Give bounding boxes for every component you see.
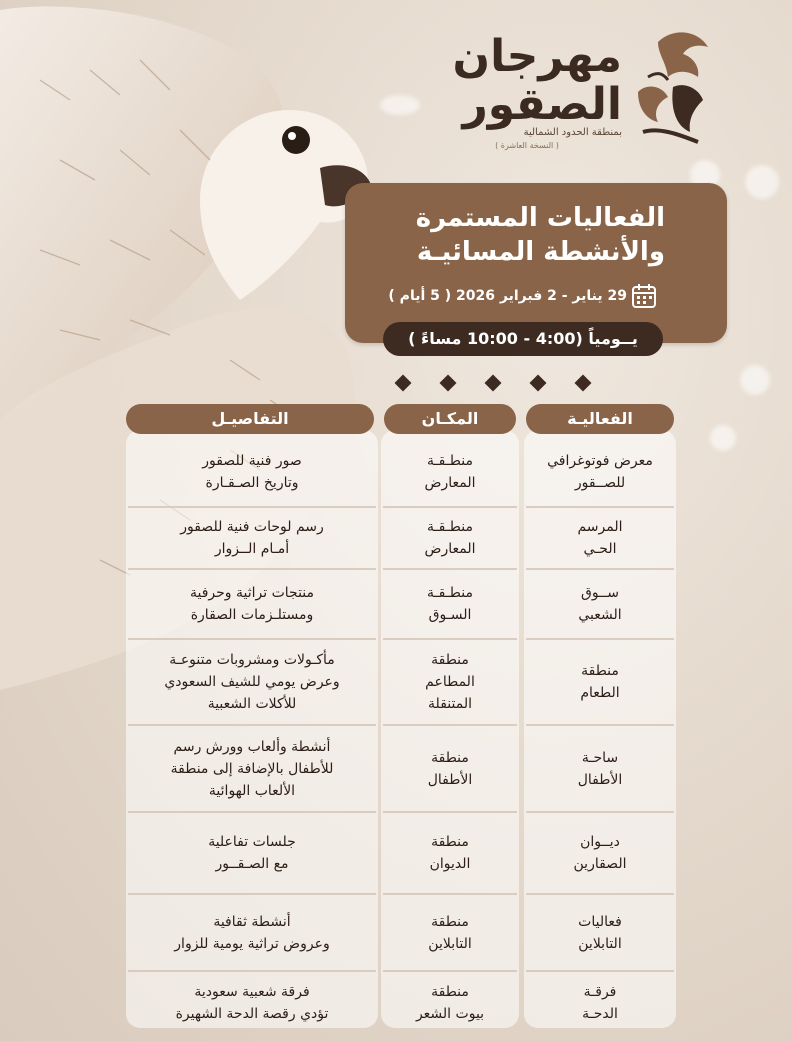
place-cell: منطقة المطاعم المتنقلة [383,640,517,726]
place-cell: منطـقـة المعارض [383,438,517,508]
daily-hours-badge: يــومياً (4:00 - 10:00 مساءً ) [383,322,663,356]
festival-title-line1: مهرجان [452,31,622,82]
diamond-divider [440,375,457,392]
place-cell: منطقة الأطفال [383,726,517,813]
events-card [345,183,727,343]
event-cell: فرقـة الدحـة [582,984,618,1022]
details-cell: أنشطة وألعاب وورش رسم للأطفال بالإضافة إلى منطقة الألعاب الهوائية [128,726,376,813]
event-cell: معرض فوتوغرافي للصــقور [526,438,674,508]
diamond-divider [485,375,502,392]
details-cell: رسم لوحات فنية للصقور أمـام الــزوار [128,508,376,570]
event-cell: فعاليات التابلاين [526,895,674,972]
details-cell: صور فنية للصقور وتاريخ الصـقـارة [128,438,376,508]
details-cell: جلسات تفاعلية مع الصـقــور [128,813,376,895]
details-cell: مأكـولات ومشروبات متنوعـة وعرض يومي للشيف السعودي للأكلات الشعبية [128,640,376,726]
event-cell: منطقة الطعام [526,640,674,726]
diamond-divider [575,375,592,392]
details-cell: منتجات تراثية وحرفية ومستلـزمات الصقارة [128,570,376,640]
festival-title-line2: الصقور [462,79,622,130]
diamond-divider [530,375,547,392]
bokeh-light [710,425,736,451]
event-cell: ســوق الشعبي [526,570,674,640]
place-cell: منطقة الديوان [383,813,517,895]
place-cell: منطـقـة السـوق [383,570,517,640]
details-cell: أنشطة ثقافية وعروض تراثية يومية للزوار [128,895,376,972]
bokeh-light [740,365,770,395]
calendar-icon [631,283,657,309]
calligraphy-emblem-icon [628,22,718,152]
details-cell: فرقة شعبية سعودية تؤدي رقصة الدحة الشهيرة [175,984,329,1022]
event-dates: 29 يناير - 2 فبراير 2026 ( 5 أيام ) [388,288,627,304]
event-header: الفعاليـة [526,404,674,434]
event-cell: ساحـة الأطفال [526,726,674,813]
festival-edition: ( النسخة العاشرة ) [495,141,559,150]
place-cell: منطقة بيوت الشعر [415,984,485,1022]
place-cell: منطـقـة المعارض [383,508,517,570]
event-cell: ديــوان الصقارين [526,813,674,895]
place-cell: منطقة التابلاين [383,895,517,972]
place-header: المكـان [384,404,516,434]
festival-region: بمنطقة الحدود الشمالية [523,127,622,138]
details-header: التفاصيـل [126,404,374,434]
card-title-line2: والأنشطة المسائيـة [416,237,665,267]
card-title-line1: الفعاليات المستمرة [415,203,665,233]
event-cell: المرسم الحـي [526,508,674,570]
bokeh-light [745,165,779,199]
